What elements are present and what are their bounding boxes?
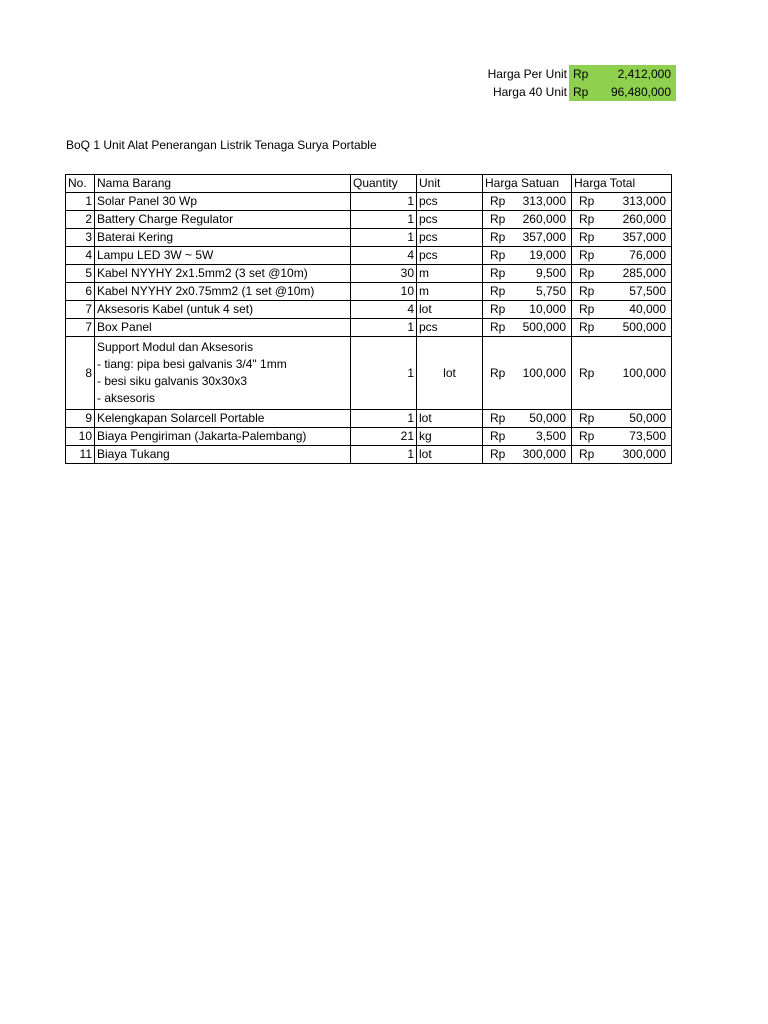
row-no: 11 xyxy=(66,446,95,464)
row-qty: 4 xyxy=(351,247,417,265)
table-row xyxy=(66,283,672,301)
row-no: 10 xyxy=(66,428,95,446)
amount-value: 40,000 xyxy=(629,302,666,316)
price-cell xyxy=(574,428,669,445)
price-cell xyxy=(485,410,569,427)
row-unit: lot xyxy=(417,337,483,410)
currency-label: Rp xyxy=(579,447,595,461)
table-row xyxy=(66,337,672,410)
row-unit: pcs xyxy=(417,229,483,247)
price-cell xyxy=(574,446,669,463)
price-cell xyxy=(485,283,569,300)
price-cell xyxy=(485,428,569,445)
row-no: 7 xyxy=(66,319,95,337)
row-unit-price xyxy=(483,265,572,283)
row-unit: pcs xyxy=(417,211,483,229)
row-total-price xyxy=(572,410,672,428)
header-unit-price: Harga Satuan xyxy=(483,175,572,193)
forty-unit-label: Harga 40 Unit xyxy=(492,85,567,99)
header-name: Nama Barang xyxy=(95,175,351,193)
row-name: Lampu LED 3W ~ 5W xyxy=(95,247,351,265)
row-unit-price xyxy=(483,301,572,319)
amount-value: 500,000 xyxy=(522,320,566,334)
price-cell xyxy=(485,211,569,228)
currency-label: Rp xyxy=(490,266,506,280)
currency-label: Rp xyxy=(490,411,506,425)
row-unit: pcs xyxy=(417,319,483,337)
row-name: Aksesoris Kabel (untuk 4 set) xyxy=(95,301,351,319)
amount-value: 357,000 xyxy=(622,230,666,244)
amount-value: 313,000 xyxy=(622,194,666,208)
table-row xyxy=(66,265,672,283)
price-cell xyxy=(574,319,669,336)
row-name: Kabel NYYHY 2x1.5mm2 (3 set @10m) xyxy=(95,265,351,283)
row-no: 2 xyxy=(66,211,95,229)
currency-label: Rp xyxy=(490,230,506,244)
currency-label: Rp xyxy=(579,365,595,380)
row-qty: 1 xyxy=(351,211,417,229)
table-header-row xyxy=(66,175,672,193)
table-row xyxy=(66,229,672,247)
amount-value: 100,000 xyxy=(622,365,666,380)
row-unit-price xyxy=(483,211,572,229)
table-row xyxy=(66,410,672,428)
amount-value: 19,000 xyxy=(529,248,566,262)
row-name-line: - besi siku galvanis 30x30x3 xyxy=(97,374,248,388)
amount-value: 300,000 xyxy=(622,447,666,461)
row-total-price xyxy=(572,247,672,265)
amount-value: 260,000 xyxy=(522,212,566,226)
currency-label: Rp xyxy=(579,266,595,280)
header-unit: Unit xyxy=(417,175,483,193)
row-total-price xyxy=(572,301,672,319)
header-total-price: Harga Total xyxy=(572,175,672,193)
amount-value: 50,000 xyxy=(629,411,666,425)
currency-label: Rp xyxy=(579,429,595,443)
row-unit: kg xyxy=(417,428,483,446)
amount-value: 5,750 xyxy=(535,284,566,298)
per-unit-currency: Rp xyxy=(569,65,598,83)
row-name-line: - aksesoris xyxy=(97,391,156,405)
price-cell xyxy=(574,365,669,382)
amount-value: 10,000 xyxy=(529,302,566,316)
row-total-price xyxy=(572,193,672,211)
summary-row-per-unit xyxy=(470,65,676,83)
row-no: 1 xyxy=(66,193,95,211)
price-summary xyxy=(470,65,676,101)
row-name: Solar Panel 30 Wp xyxy=(95,193,351,211)
amount-value: 300,000 xyxy=(522,447,566,461)
currency-label: Rp xyxy=(579,320,595,334)
row-unit-price xyxy=(483,337,572,410)
row-total-price xyxy=(572,319,672,337)
row-unit-price xyxy=(483,193,572,211)
row-name: Kelengkapan Solarcell Portable xyxy=(95,410,351,428)
row-no: 8 xyxy=(66,337,95,410)
price-cell xyxy=(574,193,669,210)
row-qty: 1 xyxy=(351,193,417,211)
price-cell xyxy=(574,265,669,282)
price-cell xyxy=(574,301,669,318)
price-cell xyxy=(485,301,569,318)
currency-label: Rp xyxy=(579,230,595,244)
price-cell xyxy=(485,265,569,282)
price-cell xyxy=(574,247,669,264)
amount-value: 313,000 xyxy=(522,194,566,208)
table-row xyxy=(66,193,672,211)
header-no: No. xyxy=(66,175,95,193)
currency-label: Rp xyxy=(490,194,506,208)
currency-label: Rp xyxy=(579,302,595,316)
per-unit-label: Harga Per Unit xyxy=(487,67,567,81)
boq-title: BoQ 1 Unit Alat Penerangan Listrik Tenaga Surya Portable xyxy=(66,138,377,152)
forty-unit-currency: Rp xyxy=(569,83,598,101)
row-qty: 4 xyxy=(351,301,417,319)
table-row xyxy=(66,247,672,265)
amount-value: 285,000 xyxy=(622,266,666,280)
currency-label: Rp xyxy=(490,302,506,316)
row-unit-price xyxy=(483,410,572,428)
price-cell xyxy=(485,229,569,246)
forty-unit-value: 96,480,000 xyxy=(598,83,676,101)
amount-value: 57,500 xyxy=(629,284,666,298)
row-unit-price xyxy=(483,428,572,446)
currency-label: Rp xyxy=(490,212,506,226)
row-unit-price xyxy=(483,229,572,247)
row-unit: lot xyxy=(417,446,483,464)
row-qty: 10 xyxy=(351,283,417,301)
row-no: 4 xyxy=(66,247,95,265)
table-row xyxy=(66,319,672,337)
currency-label: Rp xyxy=(579,194,595,208)
row-unit-price xyxy=(483,247,572,265)
currency-label: Rp xyxy=(579,411,595,425)
table-body xyxy=(66,193,672,464)
header-qty: Quantity xyxy=(351,175,417,193)
amount-value: 357,000 xyxy=(522,230,566,244)
amount-value: 100,000 xyxy=(522,365,566,380)
row-qty: 1 xyxy=(351,319,417,337)
row-unit-price xyxy=(483,283,572,301)
row-qty: 1 xyxy=(351,229,417,247)
amount-value: 76,000 xyxy=(629,248,666,262)
row-total-price xyxy=(572,265,672,283)
currency-label: Rp xyxy=(579,284,595,298)
row-unit-price xyxy=(483,446,572,464)
currency-label: Rp xyxy=(490,447,506,461)
amount-value: 9,500 xyxy=(535,266,566,280)
amount-value: 3,500 xyxy=(535,429,566,443)
row-qty: 30 xyxy=(351,265,417,283)
row-unit: lot xyxy=(417,410,483,428)
currency-label: Rp xyxy=(579,248,595,262)
price-cell xyxy=(485,319,569,336)
row-name: Battery Charge Regulator xyxy=(95,211,351,229)
price-cell xyxy=(574,211,669,228)
row-unit: pcs xyxy=(417,247,483,265)
row-total-price xyxy=(572,428,672,446)
table-row xyxy=(66,211,672,229)
price-cell xyxy=(485,365,569,382)
boq-table xyxy=(65,174,672,464)
row-name: Biaya Tukang xyxy=(95,446,351,464)
amount-value: 500,000 xyxy=(622,320,666,334)
row-no: 7 xyxy=(66,301,95,319)
row-unit: m xyxy=(417,265,483,283)
row-unit: lot xyxy=(417,301,483,319)
row-name xyxy=(95,337,351,410)
row-total-price xyxy=(572,337,672,410)
row-unit-price xyxy=(483,319,572,337)
table-row xyxy=(66,428,672,446)
row-total-price xyxy=(572,229,672,247)
price-cell xyxy=(574,229,669,246)
amount-value: 50,000 xyxy=(529,411,566,425)
row-no: 5 xyxy=(66,265,95,283)
row-name: Box Panel xyxy=(95,319,351,337)
row-total-price xyxy=(572,211,672,229)
row-name: Biaya Pengiriman (Jakarta-Palembang) xyxy=(95,428,351,446)
row-total-price xyxy=(572,446,672,464)
per-unit-value: 2,412,000 xyxy=(598,65,676,83)
row-no: 3 xyxy=(66,229,95,247)
row-name: Kabel NYYHY 2x0.75mm2 (1 set @10m) xyxy=(95,283,351,301)
row-name: Baterai Kering xyxy=(95,229,351,247)
currency-label: Rp xyxy=(490,365,506,380)
row-no: 9 xyxy=(66,410,95,428)
currency-label: Rp xyxy=(490,429,506,443)
currency-label: Rp xyxy=(490,284,506,298)
table-row xyxy=(66,446,672,464)
price-cell xyxy=(574,410,669,427)
row-qty: 1 xyxy=(351,337,417,410)
currency-label: Rp xyxy=(490,248,506,262)
price-cell xyxy=(574,283,669,300)
row-no: 6 xyxy=(66,283,95,301)
amount-value: 73,500 xyxy=(629,429,666,443)
price-cell xyxy=(485,247,569,264)
row-name-line: - tiang: pipa besi galvanis 3/4" 1mm xyxy=(97,357,287,371)
summary-row-forty-unit xyxy=(470,83,676,101)
row-total-price xyxy=(572,283,672,301)
price-cell xyxy=(485,193,569,210)
currency-label: Rp xyxy=(490,320,506,334)
currency-label: Rp xyxy=(579,212,595,226)
row-unit: m xyxy=(417,283,483,301)
price-cell xyxy=(485,446,569,463)
row-unit: pcs xyxy=(417,193,483,211)
amount-value: 260,000 xyxy=(622,212,666,226)
row-qty: 21 xyxy=(351,428,417,446)
row-qty: 1 xyxy=(351,446,417,464)
row-qty: 1 xyxy=(351,410,417,428)
table-row xyxy=(66,301,672,319)
row-name-line: Support Modul dan Aksesoris xyxy=(97,340,254,354)
